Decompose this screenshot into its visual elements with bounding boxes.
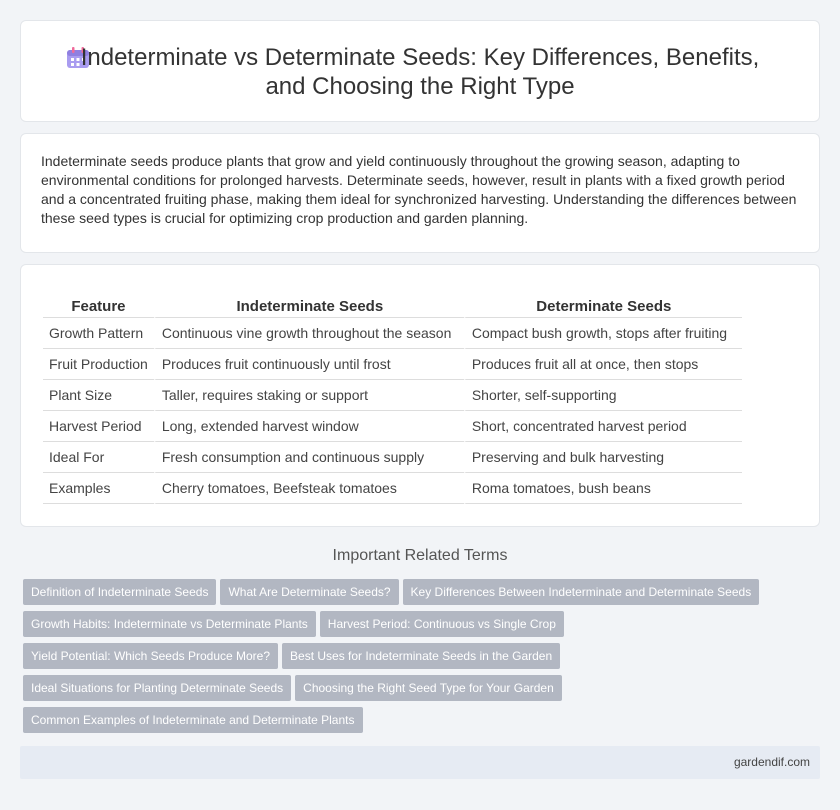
table-cell: Preserving and bulk harvesting xyxy=(464,442,742,473)
table-cell: Growth Pattern xyxy=(43,318,154,349)
related-tags xyxy=(23,579,803,739)
header-feature: Feature xyxy=(43,295,154,318)
table-header-row xyxy=(43,295,742,318)
header-determinate: Determinate Seeds xyxy=(464,295,742,318)
related-tag[interactable]: Yield Potential: Which Seeds Produce More? xyxy=(23,643,278,669)
table-cell: Ideal For xyxy=(43,442,154,473)
footer xyxy=(20,746,820,779)
table-cell: Plant Size xyxy=(43,380,154,411)
table-cell: Shorter, self-supporting xyxy=(464,380,742,411)
table-row xyxy=(43,411,742,442)
table-row xyxy=(43,442,742,473)
related-tag[interactable]: Harvest Period: Continuous vs Single Crop xyxy=(320,611,564,637)
table-row xyxy=(43,318,742,349)
table-cell: Continuous vine growth throughout the season xyxy=(154,318,464,349)
table-cell: Produces fruit all at once, then stops xyxy=(464,349,742,380)
table-cell: Roma tomatoes, bush beans xyxy=(464,473,742,504)
header-card xyxy=(20,20,820,122)
page-title: Indeterminate vs Determinate Seeds: Key Differences, Benefits, and Choosing the Right Type xyxy=(80,44,760,100)
related-tag[interactable]: Growth Habits: Indeterminate vs Determinate Plants xyxy=(23,611,316,637)
table-cell: Long, extended harvest window xyxy=(154,411,464,442)
intro-card xyxy=(20,133,820,253)
related-tag[interactable]: Definition of Indeterminate Seeds xyxy=(23,579,216,605)
header-indeterminate: Indeterminate Seeds xyxy=(154,295,464,318)
table-cell: Compact bush growth, stops after fruiting xyxy=(464,318,742,349)
related-tag[interactable]: Choosing the Right Seed Type for Your Garden xyxy=(295,675,562,701)
table-row xyxy=(43,473,742,504)
intro-paragraph: Indeterminate seeds produce plants that grow and yield continuously throughout the growing season, adapting to environmental conditions for prolonged harvests. Determinate seeds, however, result in plants with a fixed growth period and a concentrated fruiting phase, making them ideal for synchronized harvesting. Understanding the differences between these seed types is crucial for optimizing crop production and garden planning. xyxy=(41,153,797,226)
related-tag[interactable]: Common Examples of Indeterminate and Determinate Plants xyxy=(23,707,363,733)
table-cell: Short, concentrated harvest period xyxy=(464,411,742,442)
related-tag[interactable]: Best Uses for Indeterminate Seeds in the Garden xyxy=(282,643,560,669)
footer-site-link[interactable]: gardendif.com xyxy=(733,755,810,769)
table-cell: Cherry tomatoes, Beefsteak tomatoes xyxy=(154,473,464,504)
comparison-card xyxy=(20,264,820,527)
comparison-table xyxy=(43,295,742,504)
table-cell: Fruit Production xyxy=(43,349,154,380)
related-tag[interactable]: Key Differences Between Indeterminate and Determinate Seeds xyxy=(403,579,760,605)
related-terms-title: Important Related Terms xyxy=(332,547,508,564)
table-row xyxy=(43,349,742,380)
related-tag[interactable]: Ideal Situations for Planting Determinate Seeds xyxy=(23,675,291,701)
table-cell: Taller, requires staking or support xyxy=(154,380,464,411)
table-cell: Examples xyxy=(43,473,154,504)
related-tag[interactable]: What Are Determinate Seeds? xyxy=(220,579,398,605)
table-row xyxy=(43,380,742,411)
table-cell: Harvest Period xyxy=(43,411,154,442)
table-cell: Produces fruit continuously until frost xyxy=(154,349,464,380)
table-cell: Fresh consumption and continuous supply xyxy=(154,442,464,473)
